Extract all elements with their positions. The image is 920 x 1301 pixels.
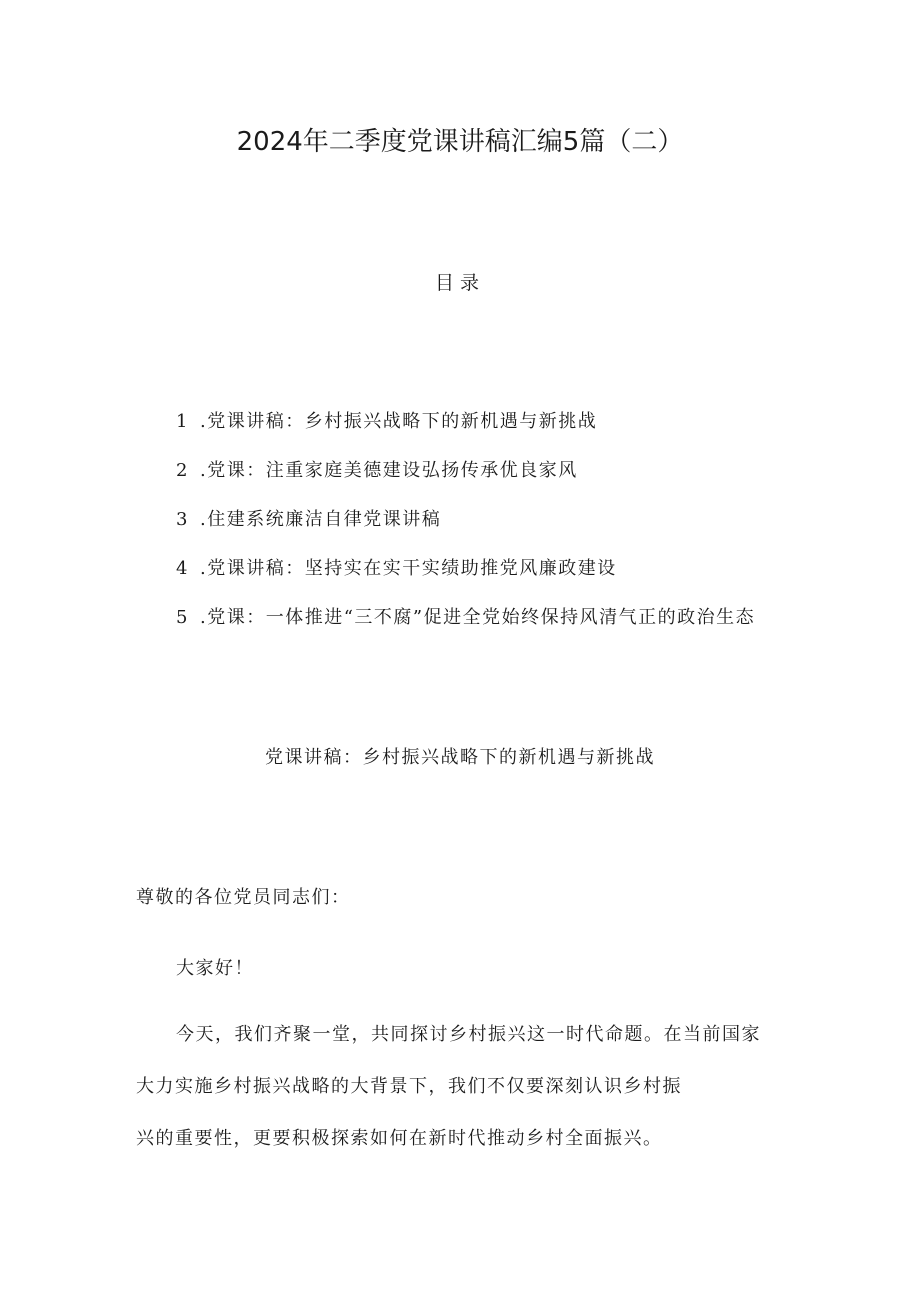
salutation: 大家好！: [176, 958, 254, 979]
toc-item-number: 3: [176, 509, 189, 530]
toc-item-text: .党课：一体推进“三不腐”促进全党始终保持风清气正的政治生态: [200, 607, 756, 628]
paragraph-line: 今天，我们齐聚一堂，共同探讨乡村振兴这一时代命题。在当前国家: [176, 1024, 761, 1045]
toc-item: [176, 457, 755, 506]
toc-item: [176, 506, 755, 555]
toc-item-text: .党课讲稿：坚持实在实干实绩助推党风廉政建设: [200, 558, 617, 579]
section-title: 党课讲稿：乡村振兴战略下的新机遇与新挑战: [265, 747, 655, 768]
toc-item-text: .党课：注重家庭美德建设弘扬传承优良家风: [200, 460, 578, 481]
greeting: 尊敬的各位党员同志们：: [136, 887, 351, 908]
toc-item: [176, 604, 755, 653]
paragraph-line: 大力实施乡村振兴战略的大背景下，我们不仅要深刻认识乡村振: [136, 1076, 682, 1097]
table-of-contents: [176, 408, 755, 653]
toc-item: [176, 408, 755, 457]
toc-item: [176, 555, 755, 604]
toc-item-text: .住建系统廉洁自律党课讲稿: [200, 509, 442, 530]
toc-heading: 目录: [434, 272, 485, 294]
toc-item-text: .党课讲稿：乡村振兴战略下的新机遇与新挑战: [200, 411, 598, 432]
paragraph-line: 兴的重要性，更要积极探索如何在新时代推动乡村全面振兴。: [136, 1128, 663, 1149]
toc-item-number: 1: [176, 411, 189, 432]
toc-item-number: 5: [176, 607, 189, 628]
toc-item-number: 4: [176, 558, 189, 579]
document-title: 2024年二季度党课讲稿汇编5篇（二）: [236, 127, 684, 157]
toc-item-number: 2: [176, 460, 189, 481]
